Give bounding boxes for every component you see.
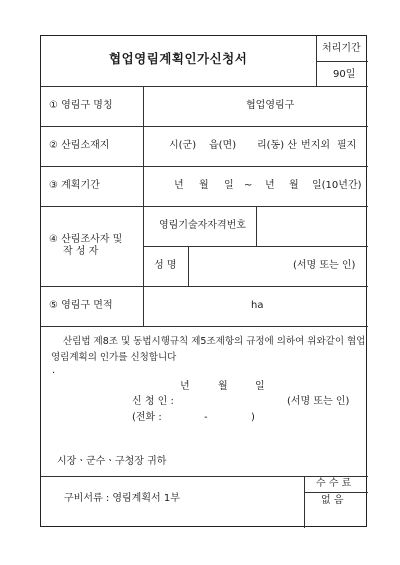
plan-end-year: 년: [265, 180, 275, 191]
applicant-label: 신 청 인 :: [132, 396, 174, 407]
location-city: 시(군): [169, 140, 197, 151]
divider: [316, 36, 317, 86]
forest-unit-name-label: ① 영림구 명칭: [49, 100, 113, 111]
applicant-signature: (서명 또는 인): [287, 396, 350, 407]
divider: [41, 206, 368, 207]
divider: [41, 326, 368, 327]
plan-end-day: 일(10년간): [312, 180, 362, 191]
divider: [304, 476, 305, 528]
forest-unit-name-value: 협업영림구: [246, 100, 295, 111]
divider: [41, 126, 368, 127]
divider: [41, 166, 368, 167]
divider: [143, 246, 368, 247]
divider: [304, 492, 368, 493]
fee-value: 없 음: [321, 495, 344, 506]
location-parcels: 필지: [337, 140, 357, 151]
plan-start-day: 일: [224, 180, 234, 191]
form-title: 협업영림계획인가신청서: [109, 51, 248, 66]
forest-location-label: ② 산림소재지: [49, 140, 110, 151]
phone-dash: -: [204, 412, 208, 423]
forest-unit-area-unit: ha: [251, 300, 264, 311]
location-village: 리(동) 산: [257, 140, 297, 151]
application-text-line1: 산림법 제8조 및 동법시행규칙 제5조제항의 규정에 의하여 위와같이 협업: [63, 336, 366, 347]
application-form: [40, 35, 367, 527]
surveyor-name-label: 성 명: [154, 260, 177, 271]
plan-range-tilde: ~: [244, 180, 253, 191]
forest-unit-area-label: ⑤ 영림구 면적: [49, 300, 113, 311]
divider: [41, 476, 368, 477]
surveyor-label-line2: 작 성 자: [63, 246, 99, 257]
location-town: 읍(면): [209, 140, 237, 151]
divider: [41, 86, 368, 87]
processing-period-label: 처리기간: [322, 43, 361, 54]
fee-label: 수 수 료: [316, 478, 352, 489]
surveyor-signature: (서명 또는 인): [293, 260, 356, 271]
location-lot: 번지외: [301, 140, 330, 151]
application-date-month: 월: [218, 381, 228, 392]
required-documents: 구비서류 : 영림계획서 1부: [64, 493, 180, 504]
plan-start-month: 월: [199, 180, 209, 191]
plan-end-month: 월: [289, 180, 299, 191]
plan-start-year: 년: [174, 180, 184, 191]
forestry-cert-number-label: 영림기술자자격번호: [159, 220, 246, 231]
divider: [188, 246, 189, 286]
processing-period-value: 90일: [333, 69, 356, 80]
divider: [41, 286, 368, 287]
plan-period-label: ③ 계획기간: [49, 180, 100, 191]
phone-close: ): [251, 412, 255, 423]
divider: [256, 206, 257, 246]
application-date-year: 년: [180, 381, 190, 392]
application-date-day: 일: [255, 381, 265, 392]
addressee: 시장ㆍ군수ㆍ구청장 귀하: [57, 456, 167, 467]
surveyor-label-line1: ④ 산림조사자 및: [49, 234, 123, 245]
divider: [316, 61, 368, 62]
body-dot: .: [52, 365, 56, 376]
application-text-line2: 영림계획의 인가를 신청합니다: [51, 352, 177, 363]
divider: [143, 86, 144, 326]
phone-open: (전화 :: [132, 412, 162, 423]
